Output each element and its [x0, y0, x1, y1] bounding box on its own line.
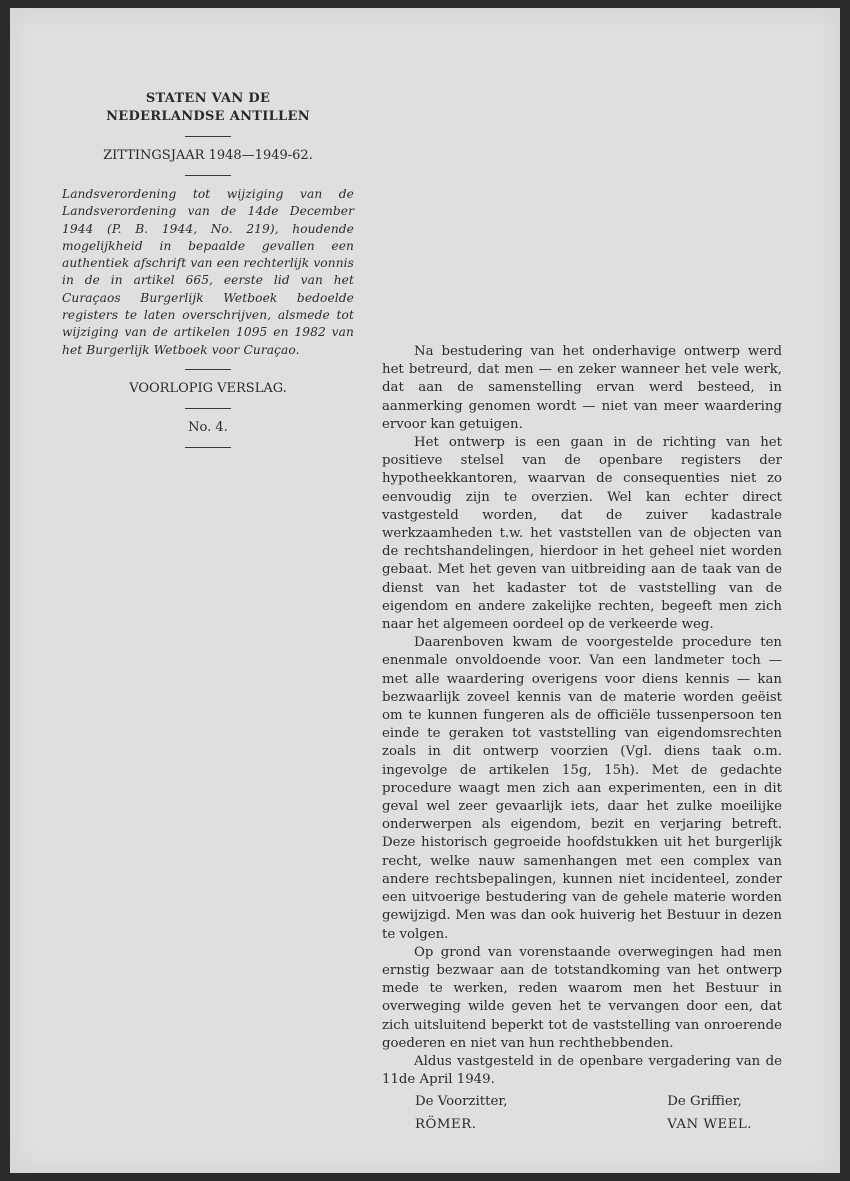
header-line-2: NEDERLANDSE ANTILLEN	[106, 109, 310, 124]
paragraph-4: Op grond van vorenstaande overwegingen had men ernstig bezwaar aan de totstandkoming van het ontwerp mede te werken, reden waarom men het Bestuur in overweging wilde geven het te vervangen door een, dat zich uitsluitend beperkt tot de vaststelling van onroerende goederen en niet van hun rechthebbenden.	[382, 944, 782, 1051]
bill-title: Landsverordening tot wijziging van de Landsverordening van de 14de December 1944 (P. B. 1944, No. 219), houdende mogelijkheid in bepaalde gevallen een authentiek afschrift van een rechterlijk vonnis in de in artikel 665, eerste lid van het Curaçaos Burgerlijk Wetboek bedoelde registers te laten overschrijven, alsmede tot wijziging van de artikelen 1095 en 1982 van het Burgerlijk Wetboek voor Curaçao.	[62, 187, 354, 357]
chair-role: De Voorzitter,	[415, 1094, 508, 1110]
divider	[185, 136, 231, 137]
paragraph-3: Daarenboven kwam de voorgestelde procedure ten enenmale onvoldoende voor. Van een landmeter toch — met alle waardering overigens voor diens kennis — kan bezwaarlijk zoveel kennis van de materie worden geëist om te kunnen fungeren als de officiële tussenpersoon ten einde te geraken tot vaststelling van eigendomsrechten zoals in dit ontwerp voorzien (Vgl. diens taak o.m. ingevolge de artikelen 15g, 15h). Met de gedachte procedure waagt men zich aan experimenten, een in dit geval wel zeer gevaarlijk iets, daar het zulke moeilijke onderwerpen als eigendom, bezit en verjaring betreft. Deze historisch gegroeide hoofdstukken uit het burgerlijk recht, welke nauw samenhangen met een complex van andere rechtsbepalingen, kunnen niet incidenteel, zonder een uitvoerige bestudering van de gehele materie worden gewijzigd. Men was dan ook huiverig het Bestuur in dezen te volgen.	[382, 635, 782, 942]
document-page	[10, 8, 840, 1173]
report-number: No. 4.	[188, 419, 228, 435]
report-label: VOORLOPIG VERSLAG.	[129, 380, 287, 396]
session-year: ZITTINGSJAAR 1948—1949-62.	[103, 148, 313, 163]
signature-chair	[382, 1093, 507, 1133]
left-column	[62, 90, 354, 458]
signature-block	[382, 1093, 782, 1133]
paragraph-5: Aldus vastgesteld in de openbare vergadering van de 11de April 1949.	[382, 1053, 782, 1088]
signature-clerk	[667, 1093, 782, 1133]
divider	[185, 408, 231, 409]
chair-name: RÖMER.	[415, 1116, 477, 1132]
paragraph-1: Na bestudering van het onderhavige ontwerp werd het betreurd, dat men — en zeker wanneer het vele werk, dat aan de samenstelling ervan werd besteed, in aanmerking genomen wordt — niet van meer waardering ervoor kan getuigen.	[382, 344, 782, 432]
clerk-role: De Griffier,	[667, 1094, 742, 1110]
paragraph-2: Het ontwerp is een gaan in de richting van het positieve stelsel van de openbare registers der hypotheekkantoren, waarvan de consequenties niet zo eenvoudig zijn te overzien. Wel kan echter direct vastgesteld worden, dat de zuiver kadastrale werkzaamheden t.w. het vaststellen van de objecten van de rechtshandelingen, hierdoor in het geheel niet worden gebaat. Met het geven van uitbreiding aan de taak van de dienst van het kadaster tot de vaststelling van de eigendom en andere zakelijke rechten, begeeft men zich naar het algemeen oordeel op de verkeerde weg.	[382, 435, 782, 633]
header-line-1: STATEN VAN DE	[145, 91, 271, 106]
divider	[185, 369, 231, 370]
body-text	[382, 343, 782, 1134]
divider	[185, 175, 231, 176]
divider	[185, 447, 231, 448]
clerk-name: VAN WEEL.	[667, 1116, 752, 1132]
